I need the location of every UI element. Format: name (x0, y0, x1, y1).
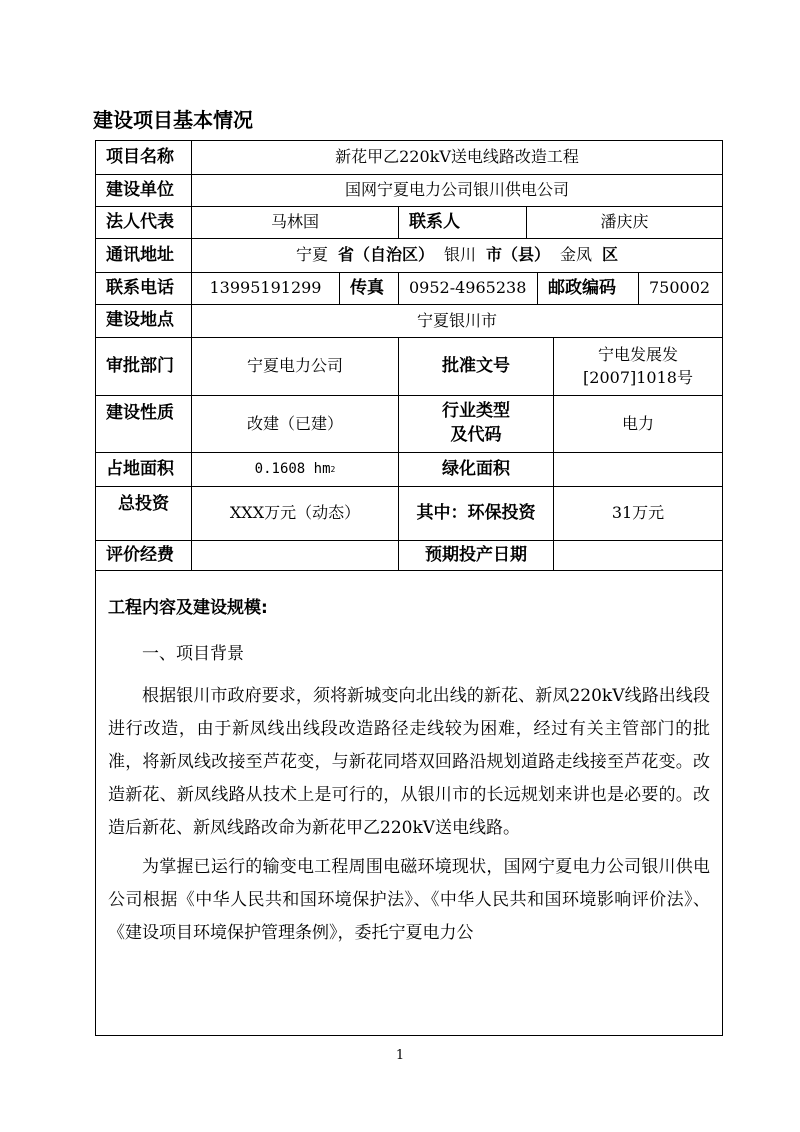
area-sup: 2 (330, 464, 336, 474)
paragraph-background: 根据银川市政府要求，须将新城变向北出线的新花、新凤220kV线路出线段进行改造，由于新凤线出线段改造路径走线较为困难，经过有关主管部门的批准，将新凤线改接至芦花变，与新花同塔双回路沿规划道路走线接至芦花变。改造新花、新凤线路从技术上是可行的，从银川市的长远规划来讲也是必要的。改造后新花、新凤线路改命为新花甲乙220kV送电线路。 (108, 686, 710, 838)
area-value (192, 453, 399, 487)
area-number: 0.1608 hm (254, 460, 331, 477)
section-title-background: 一、项目背景 (142, 644, 244, 664)
env-invest-value: 31万元 (554, 487, 722, 541)
approval-doc-label: 批准文号 (399, 338, 554, 396)
green-value (554, 453, 722, 487)
address-province: 宁夏 (295, 245, 328, 265)
legal-rep-label: 法人代表 (96, 207, 192, 239)
address-province-suffix: 省（自治区） (337, 245, 434, 265)
fax-value: 0952-4965238 (399, 273, 538, 305)
paragraph-commission: 为掌握已运行的输变电工程周围电磁环境现状，国网宁夏电力公司银川供电公司根据《中华人民共和国环境保护法》、《中华人民共和国环境影响评价法》、《建设项目环境保护管理条例》，委托宁夏电力公 (108, 857, 710, 943)
expected-date-label: 预期投产日期 (399, 541, 554, 571)
postcode-label: 邮政编码 (538, 273, 639, 305)
page-title: 建设项目基本情况 (93, 108, 253, 132)
builder-label: 建设单位 (96, 175, 192, 207)
approval-dept-label: 审批部门 (96, 338, 192, 396)
area-label: 占地面积 (96, 453, 192, 487)
expected-date-value (554, 541, 722, 571)
address-value (192, 239, 722, 273)
industry-label (399, 396, 554, 453)
fax-label: 传真 (340, 273, 399, 305)
postcode-value: 750002 (639, 273, 722, 305)
address-district-suffix: 区 (602, 245, 619, 265)
industry-value: 电力 (554, 396, 722, 453)
project-name-value: 新花甲乙220kV送电线路改造工程 (192, 141, 722, 175)
site-label: 建设地点 (96, 305, 192, 338)
project-info-form (95, 140, 723, 1036)
approval-doc-value (554, 338, 722, 396)
page-number: 1 (395, 1048, 405, 1063)
investment-value: XXX万元（动态） (192, 487, 399, 541)
contact-value: 潘庆庆 (527, 207, 722, 239)
green-label: 绿化面积 (399, 453, 554, 487)
approval-doc-line1: 宁电发展发 (597, 345, 678, 365)
phone-value: 13995191299 (192, 273, 340, 305)
address-district: 金凤 (560, 245, 593, 265)
nature-label: 建设性质 (96, 396, 192, 453)
phone-label: 联系电话 (96, 273, 192, 305)
contact-label: 联系人 (399, 207, 527, 239)
legal-rep-value: 马林国 (192, 207, 399, 239)
address-city: 银川 (443, 245, 476, 265)
eval-fee-value (192, 541, 399, 571)
content-heading: 工程内容及建设规模: (108, 598, 268, 618)
project-content (96, 571, 722, 956)
investment-label: 总投资 (96, 487, 192, 541)
site-value: 宁夏银川市 (192, 305, 722, 338)
address-city-suffix: 市（县） (486, 245, 551, 265)
address-label: 通讯地址 (96, 239, 192, 273)
nature-value: 改建（已建） (192, 396, 399, 453)
industry-label-line1: 行业类型 (442, 401, 510, 422)
approval-doc-line2: [2007]1018号 (583, 367, 693, 387)
env-invest-label: 其中：环保投资 (399, 487, 554, 541)
builder-value: 国网宁夏电力公司银川供电公司 (192, 175, 722, 207)
project-name-label: 项目名称 (96, 141, 192, 175)
industry-label-line2: 及代码 (450, 425, 502, 445)
eval-fee-label: 评价经费 (96, 541, 192, 571)
approval-dept-value: 宁夏电力公司 (192, 338, 399, 396)
